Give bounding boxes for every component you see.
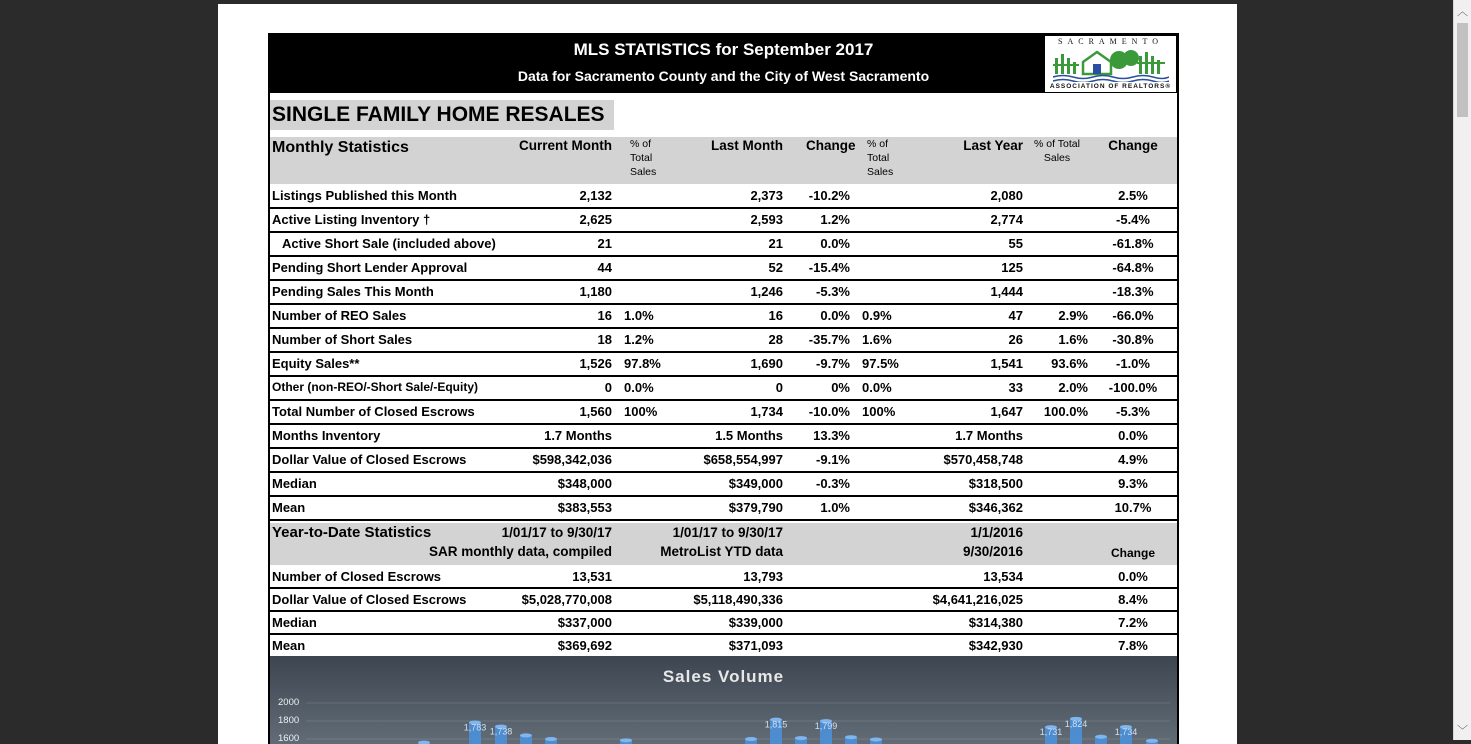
- bar-data-label: 1,738: [489, 726, 513, 737]
- ytd-metrolist-value: $371,093: [728, 638, 783, 653]
- y-tick-1: 1800: [278, 715, 300, 726]
- year-change-value: 2.5%: [1118, 188, 1148, 203]
- logo-bottom-text: ASSOCIATION OF REALTORS®: [1049, 83, 1172, 90]
- year-change-value: 0.0%: [1118, 428, 1148, 443]
- current-month-value: 21: [597, 236, 612, 251]
- last-year-value: 2,774: [990, 212, 1023, 227]
- last-month-value: 52: [768, 260, 783, 275]
- bar-data-label: 1,731: [1039, 727, 1063, 738]
- current-month-value: 2,625: [579, 212, 612, 227]
- ytd-sar-value: $337,000: [557, 615, 612, 630]
- last-month-value: 16: [768, 308, 783, 323]
- ytd-row-label: Mean: [272, 638, 306, 653]
- row-label: Total Number of Closed Escrows: [272, 404, 475, 419]
- row-label: Equity Sales**: [272, 356, 360, 371]
- bar-data-label: 1,783: [463, 722, 487, 733]
- row-divider: [270, 471, 1177, 473]
- row-divider: [270, 399, 1177, 401]
- last-year-value: 47: [1008, 308, 1023, 323]
- col-year-change: Change: [1108, 138, 1158, 153]
- last-year-pct-value: 93.6%: [1051, 356, 1088, 371]
- row-divider: [270, 255, 1177, 257]
- year-change-value: 4.9%: [1118, 452, 1148, 467]
- ytd-change-value: 0.0%: [1118, 569, 1148, 584]
- report-title: MLS STATISTICS for September 2017: [573, 40, 874, 59]
- last-month-value: 28: [768, 332, 783, 347]
- scroll-thumb[interactable]: [1457, 23, 1468, 117]
- scroll-down-icon[interactable]: ﹀: [1457, 725, 1468, 737]
- current-month-value: 2,132: [579, 188, 612, 203]
- last-month-pct-value: 0.0%: [862, 380, 892, 395]
- logo-house-icon: [1053, 48, 1169, 82]
- last-year-value: 2,080: [990, 188, 1023, 203]
- last-month-value: 1,690: [750, 356, 783, 371]
- row-divider: [270, 610, 1177, 612]
- year-change-value: -66.0%: [1112, 308, 1154, 323]
- row-label: Months Inventory: [272, 428, 381, 443]
- ytd-col3-line2: 9/30/2016: [962, 544, 1023, 559]
- last-year-value: 1,647: [990, 404, 1023, 419]
- last-month-value: $658,554,997: [703, 452, 783, 467]
- month-change-value: 13.3%: [813, 428, 850, 443]
- row-divider: [270, 327, 1177, 329]
- row-label: Mean: [272, 500, 306, 515]
- last-year-value: 1,541: [990, 356, 1023, 371]
- current-month-value: $598,342,036: [532, 452, 612, 467]
- last-month-value: 2,373: [750, 188, 783, 203]
- col-lm-pct-line2: Total: [867, 152, 890, 164]
- row-label: Median: [272, 476, 317, 491]
- current-month-value: 16: [597, 308, 612, 323]
- ytd-sar-value: $5,028,770,008: [521, 592, 612, 607]
- row-label: Pending Sales This Month: [272, 284, 434, 299]
- row-divider: [270, 495, 1177, 497]
- month-change-value: 1.2%: [820, 212, 850, 227]
- last-year-value: 1.7 Months: [955, 428, 1023, 443]
- bar-data-label: 1,815: [764, 719, 788, 730]
- ytd-col1-line2: SAR monthly data, compiled: [428, 544, 612, 559]
- bar-cap: [745, 737, 757, 741]
- current-month-value: 1,180: [579, 284, 612, 299]
- month-change-value: 0%: [831, 380, 850, 395]
- bar-cap: [620, 738, 632, 742]
- year-change-value: -5.4%: [1116, 212, 1150, 227]
- current-pct-value: 97.8%: [624, 356, 661, 371]
- bar-cap: [520, 733, 532, 737]
- month-change-value: -10.0%: [808, 404, 850, 419]
- year-change-value: -30.8%: [1112, 332, 1154, 347]
- vertical-scrollbar[interactable]: [1453, 0, 1471, 740]
- bar-data-label: 1,799: [814, 721, 838, 732]
- sales-volume-chart: [270, 656, 1177, 744]
- last-year-value: $318,500: [968, 476, 1023, 491]
- year-change-value: 10.7%: [1114, 500, 1152, 515]
- row-divider: [270, 231, 1177, 233]
- current-month-value: $383,553: [557, 500, 612, 515]
- col-change: Change: [806, 138, 856, 153]
- bar-data-label: 1,824: [1064, 718, 1088, 729]
- current-pct-value: 1.2%: [624, 332, 654, 347]
- logo-top-text: SACRAMENTO: [1058, 37, 1163, 46]
- ytd-metrolist-value: 13,793: [743, 569, 783, 584]
- y-tick-2: 1600: [278, 733, 300, 744]
- row-label: Dollar Value of Closed Escrows: [272, 452, 467, 467]
- year-change-value: -100.0%: [1108, 380, 1158, 395]
- col-ly-pct-line1: % of Total: [1034, 138, 1080, 150]
- col-cur-pct-line3: Sales: [630, 166, 657, 178]
- ytd-row-label: Median: [272, 615, 317, 630]
- row-divider: [270, 423, 1177, 425]
- last-year-value: 1,444: [990, 284, 1023, 299]
- col-ly-pct-line2: Sales: [1043, 152, 1071, 164]
- sar-logo: [1045, 36, 1176, 92]
- header-banner: [268, 33, 1179, 93]
- year-change-value: -61.8%: [1112, 236, 1154, 251]
- current-month-value: 1,560: [579, 404, 612, 419]
- row-divider: [270, 447, 1177, 449]
- row-divider: [270, 633, 1177, 635]
- last-month-value: 21: [768, 236, 783, 251]
- last-month-value: 1,734: [750, 404, 783, 419]
- ytd-prior-year-value: $342,930: [968, 638, 1023, 653]
- year-change-value: -18.3%: [1112, 284, 1154, 299]
- row-label: Listings Published this Month: [272, 188, 457, 203]
- year-change-value: 9.3%: [1118, 476, 1148, 491]
- month-change-value: -35.7%: [808, 332, 850, 347]
- month-change-value: -0.3%: [816, 476, 850, 491]
- last-month-value: $349,000: [728, 476, 783, 491]
- last-month-pct-value: 1.6%: [862, 332, 892, 347]
- row-label: Pending Short Lender Approval: [272, 260, 468, 275]
- current-month-value: 44: [597, 260, 612, 275]
- row-label: Number of Short Sales: [272, 332, 413, 347]
- bar-cap: [418, 741, 430, 744]
- ytd-row-label: Dollar Value of Closed Escrows: [272, 592, 467, 607]
- year-change-value: -64.8%: [1112, 260, 1154, 275]
- ytd-prior-year-value: $314,380: [968, 615, 1023, 630]
- row-divider: [270, 519, 1177, 521]
- last-month-value: $379,790: [728, 500, 783, 515]
- year-change-value: -5.3%: [1116, 404, 1150, 419]
- month-change-value: -5.3%: [816, 284, 850, 299]
- col-last-year: Last Year: [963, 138, 1023, 153]
- last-year-pct-value: 1.6%: [1058, 332, 1088, 347]
- row-divider: [270, 587, 1177, 589]
- ytd-col2-line2: MetroList YTD data: [660, 544, 783, 559]
- bar-cap: [545, 737, 557, 741]
- col-ly-pct: [1026, 137, 1088, 165]
- month-change-value: 0.0%: [820, 308, 850, 323]
- last-year-value: 125: [1001, 260, 1023, 275]
- last-year-value: $346,362: [968, 500, 1023, 515]
- ytd-prior-year-value: 13,534: [983, 569, 1023, 584]
- row-label: Active Short Sale (included above): [282, 236, 496, 251]
- last-year-value: 26: [1008, 332, 1023, 347]
- section-title: SINGLE FAMILY HOME RESALES: [270, 100, 614, 130]
- ytd-heading: Year-to-Date Statistics: [272, 524, 432, 541]
- last-year-value: 33: [1008, 380, 1023, 395]
- monthly-heading: Monthly Statistics: [272, 139, 409, 156]
- row-divider: [270, 303, 1177, 305]
- month-change-value: 1.0%: [820, 500, 850, 515]
- row-divider: [270, 375, 1177, 377]
- ytd-prior-year-value: $4,641,216,025: [932, 592, 1023, 607]
- last-month-value: 1,246: [750, 284, 783, 299]
- ytd-metrolist-value: $339,000: [728, 615, 783, 630]
- report-subtitle: Data for Sacramento County and the City of West Sacramento: [517, 68, 930, 84]
- ytd-col2-line1: 1/01/17 to 9/30/17: [672, 525, 783, 540]
- bar-cap: [1095, 735, 1107, 739]
- year-change-value: -1.0%: [1116, 356, 1150, 371]
- last-month-value: 2,593: [750, 212, 783, 227]
- bar-cap: [870, 737, 882, 741]
- document-page: [218, 4, 1237, 744]
- current-month-value: 0: [604, 380, 612, 395]
- row-divider: [270, 207, 1177, 209]
- col-lm-pct-line1: % of: [867, 138, 889, 150]
- row-label: Active Listing Inventory †: [272, 212, 431, 227]
- last-month-pct-value: 97.5%: [862, 356, 899, 371]
- last-year-value: $570,458,748: [943, 452, 1023, 467]
- ytd-metrolist-value: $5,118,490,336: [693, 592, 783, 607]
- ytd-sar-value: $369,692: [557, 638, 612, 653]
- col-last-month: Last Month: [711, 138, 783, 153]
- y-tick-0: 2000: [278, 697, 300, 708]
- ytd-change-value: 7.8%: [1118, 638, 1148, 653]
- col-current-month: Current Month: [519, 138, 612, 153]
- scroll-up-icon[interactable]: ︿: [1457, 6, 1468, 18]
- last-month-pct-value: 100%: [862, 404, 896, 419]
- ytd-sar-value: 13,531: [572, 569, 612, 584]
- bar-cap: [845, 735, 857, 739]
- current-month-value: $348,000: [557, 476, 612, 491]
- month-change-value: -15.4%: [808, 260, 850, 275]
- chart-plot: [270, 656, 1177, 744]
- month-change-value: -9.7%: [816, 356, 850, 371]
- col-cur-pct-line2: Total: [630, 152, 653, 164]
- col-cur-pct-line1: % of: [630, 138, 652, 150]
- last-year-pct-value: 100.0%: [1043, 404, 1088, 419]
- row-divider: [270, 279, 1177, 281]
- last-month-value: 0: [775, 380, 783, 395]
- ytd-col1-line1: 1/01/17 to 9/30/17: [501, 525, 612, 540]
- month-change-value: -9.1%: [816, 452, 850, 467]
- row-divider: [270, 351, 1177, 353]
- last-year-value: 55: [1008, 236, 1023, 251]
- row-label: Number of REO Sales: [272, 308, 407, 323]
- col-cur-pct: [630, 137, 656, 179]
- current-pct-value: 0.0%: [624, 380, 654, 395]
- mls-statistics-sheet: [268, 33, 1179, 744]
- ytd-col3-line1: 1/1/2016: [970, 525, 1023, 540]
- last-month-pct-value: 0.9%: [862, 308, 892, 323]
- bar-cap: [1146, 739, 1158, 743]
- current-month-value: 1.7 Months: [544, 428, 612, 443]
- last-year-pct-value: 2.0%: [1058, 380, 1088, 395]
- ytd-change-value: 8.4%: [1118, 592, 1148, 607]
- bar-data-label: 1,734: [1114, 726, 1138, 737]
- month-change-value: -10.2%: [808, 188, 850, 203]
- col-lm-pct: [867, 137, 893, 179]
- chart-title: Sales Volume: [662, 667, 785, 686]
- ytd-col4: Change: [1110, 546, 1155, 560]
- current-pct-value: 1.0%: [624, 308, 654, 323]
- last-month-value: 1.5 Months: [715, 428, 783, 443]
- ytd-change-value: 7.2%: [1118, 615, 1148, 630]
- current-month-value: 1,526: [579, 356, 612, 371]
- col-lm-pct-line3: Sales: [867, 166, 894, 178]
- current-month-value: 18: [597, 332, 612, 347]
- current-pct-value: 100%: [624, 404, 658, 419]
- last-year-pct-value: 2.9%: [1058, 308, 1088, 323]
- row-label: Other (non-REO/-Short Sale/-Equity): [272, 380, 478, 394]
- ytd-row-label: Number of Closed Escrows: [272, 569, 442, 584]
- month-change-value: 0.0%: [820, 236, 850, 251]
